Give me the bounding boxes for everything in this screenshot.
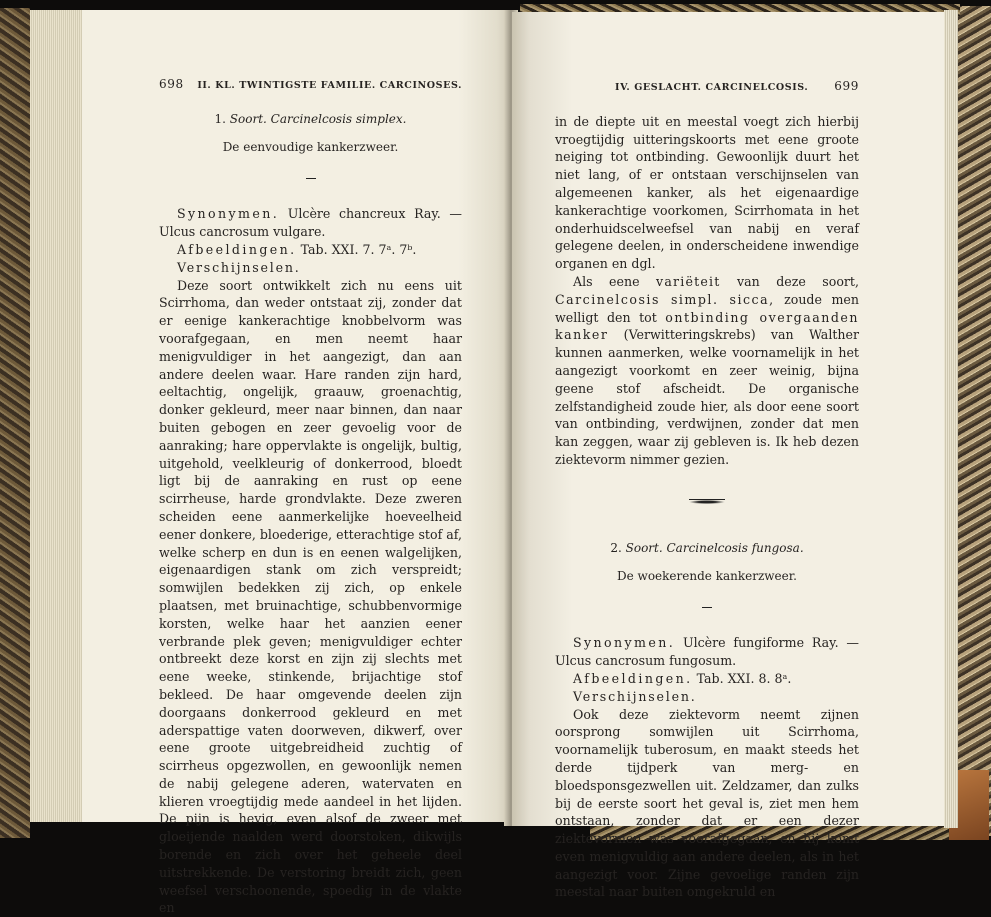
- species-1-dutch-name: De eenvoudige kankerzweer.: [222, 139, 399, 154]
- species-2-dutch-name: De woekerende kankerzweer.: [617, 568, 797, 583]
- synonymen-1: Synonymen. Ulcère chancreux Ray. — Ulcus cancrosum vulgare.: [159, 206, 462, 240]
- right-para-2: Als eene variëteit van deze soort, Carcinelcosis simpl. sicca, zoude men welligt den tot ontbinding overgaanden kanker (Verwitteringskrebs) van Walther kunnen aanmerken, welke voornamelijk in het aangezigt voorkomt en zeer weinig, bijna geene stof afscheidt. De organische zelfstandigheid zoude hier, als door eene soort van ontbinding, verdwijnen, zonder dat men kan zeggen, waar zij gebleven is. Ik heb dezen ziektevorm nimmer gezien.: [555, 273, 859, 467]
- species-1-number: 1.: [214, 111, 226, 126]
- species-1-name: Carcinelcosis simplex.: [270, 111, 407, 126]
- afbeeldingen-1: Afbeeldingen. Tab. XXI. 7. 7ᵃ. 7ᵇ.: [177, 241, 417, 257]
- right-body-text: Ook deze ziektevorm neemt zijnen oorsprong somwijlen uit Scirrhoma, voornamelijk tuberosum, en maakt steeds het derde tijdperk van merg- en bloedsponsgezwellen uit. Zeldzamer, dan zulks bij de eerste soort het geval is, ziet men hem ontstaan, zonder dat er een dezer ziektevormen was voorafgegaan, en hij komt even menigvuldig aan andere deelen, als in het aangezigt voor. Zijne gevoelige randen zijn meestal naar buiten omgekruld en: [555, 706, 859, 900]
- species-1-heading: [159, 111, 462, 129]
- right-para-1: in de diepte uit en meestal voegt zich hierbij vroegtijdig uitteringskoorts met eene groote neiging tot ontbinding. Gewoonlijk duurt het niet lang, of er ontstaan verschijnselen van algemeenen kanker, als het eigenaardige kankerachtige voorkomen, Scirrhomata in het onderhuidscelweefsel van nabij en veraf gelegene deelen, in onderscheidene inwendige organen en dgl.: [555, 113, 859, 272]
- left-page-edges: [30, 10, 83, 822]
- section-ornament: [689, 499, 725, 504]
- species-2-label: Soort.: [625, 540, 663, 555]
- species-1-label: Soort.: [229, 111, 267, 126]
- right-page: [512, 12, 944, 900]
- species-2-heading: [555, 540, 859, 558]
- left-cover-marbled: [0, 8, 30, 838]
- section-dash-2: [702, 607, 712, 608]
- left-page-text: [159, 76, 462, 917]
- species-2-name: Carcinelcosis fungosa.: [666, 540, 804, 555]
- left-running-head: [159, 76, 462, 95]
- left-header-title: II. KL. TWINTIGSTE FAMILIE. CARCINOSES.: [197, 80, 462, 91]
- right-page-number: 699: [834, 79, 859, 93]
- synonymen-2: Synonymen. Ulcère fungiforme Ray. — Ulcus cancrosum fungosum.: [555, 635, 859, 669]
- verschijnselen-2-label: Verschijnselen.: [573, 688, 697, 704]
- verschijnselen-1-label: Verschijnselen.: [177, 259, 301, 275]
- right-page-text: [555, 78, 859, 901]
- left-page: [82, 10, 510, 916]
- right-page-edges: [944, 10, 958, 828]
- right-running-head: [555, 78, 859, 97]
- right-header-title: IV. GESLACHT. CARCINELCOSIS.: [615, 82, 809, 93]
- afbeeldingen-2: Afbeeldingen. Tab. XXI. 8. 8ᵃ.: [573, 670, 792, 686]
- left-page-number: 698: [159, 77, 184, 91]
- section-dash: [306, 178, 316, 179]
- left-body-text: Deze soort ontwikkelt zich nu eens uit Scirrhoma, dan weder ontstaat zij, zonder dat er eenige kankerachtige knobbelvorm was voorafgegaan, en men neemt haar menigvuldiger in het aangezigt, dan aan andere deelen waar. Hare randen zijn hard, eeltachtig, ongelijk, graauw, groenachtig, donker gekleurd, meer naar binnen, dan naar buiten gebogen en zeer gevoelig voor de aanraking; hare oppervlakte is ongelijk, bultig, uitgehold, veelkleurig of donkerrood, bloedt ligt bij de aanraking en rust op eene scirrheuse, harde grondvlakte. Deze zweren scheiden eene aanmerkelijke hoeveelheid eener donkere, bloederige, etterachtige stof af, welke scherp en dun is en eenen walgelijken, eigenaardigen stank om zich verspreidt; somwijlen bedekken zij zich, op enkele plaatsen, met bruinachtige, schubbenvormige korsten, welke haar het aanzien eener verbrande plek geven; menigvuldiger echter ontbreekt deze korst en zijn zij slechts met eene weeke, stinkende, brijachtige stof bekleed. De haar omgevende deelen zijn doorgaans donkerrood gekleurd en met aderspattige vaten doorweven, dikwerf, over eene groote uitgebreidheid zuchtig of scirrheus opgezwollen, en gewoonlijk nemen de nabij gelegene aderen, watervaten en klieren vroegtijdig mede aandeel in het lijden. De pijn is hevig, even alsof de zweer met gloeijende naalden werd doorstoken, dikwijls borende en zich over het geheele deel uitstrekkende. De verstoring breidt zich, geen weefsel verschoonende, spoedig in de vlakte en: [159, 277, 462, 916]
- species-2-number: 2.: [610, 540, 622, 555]
